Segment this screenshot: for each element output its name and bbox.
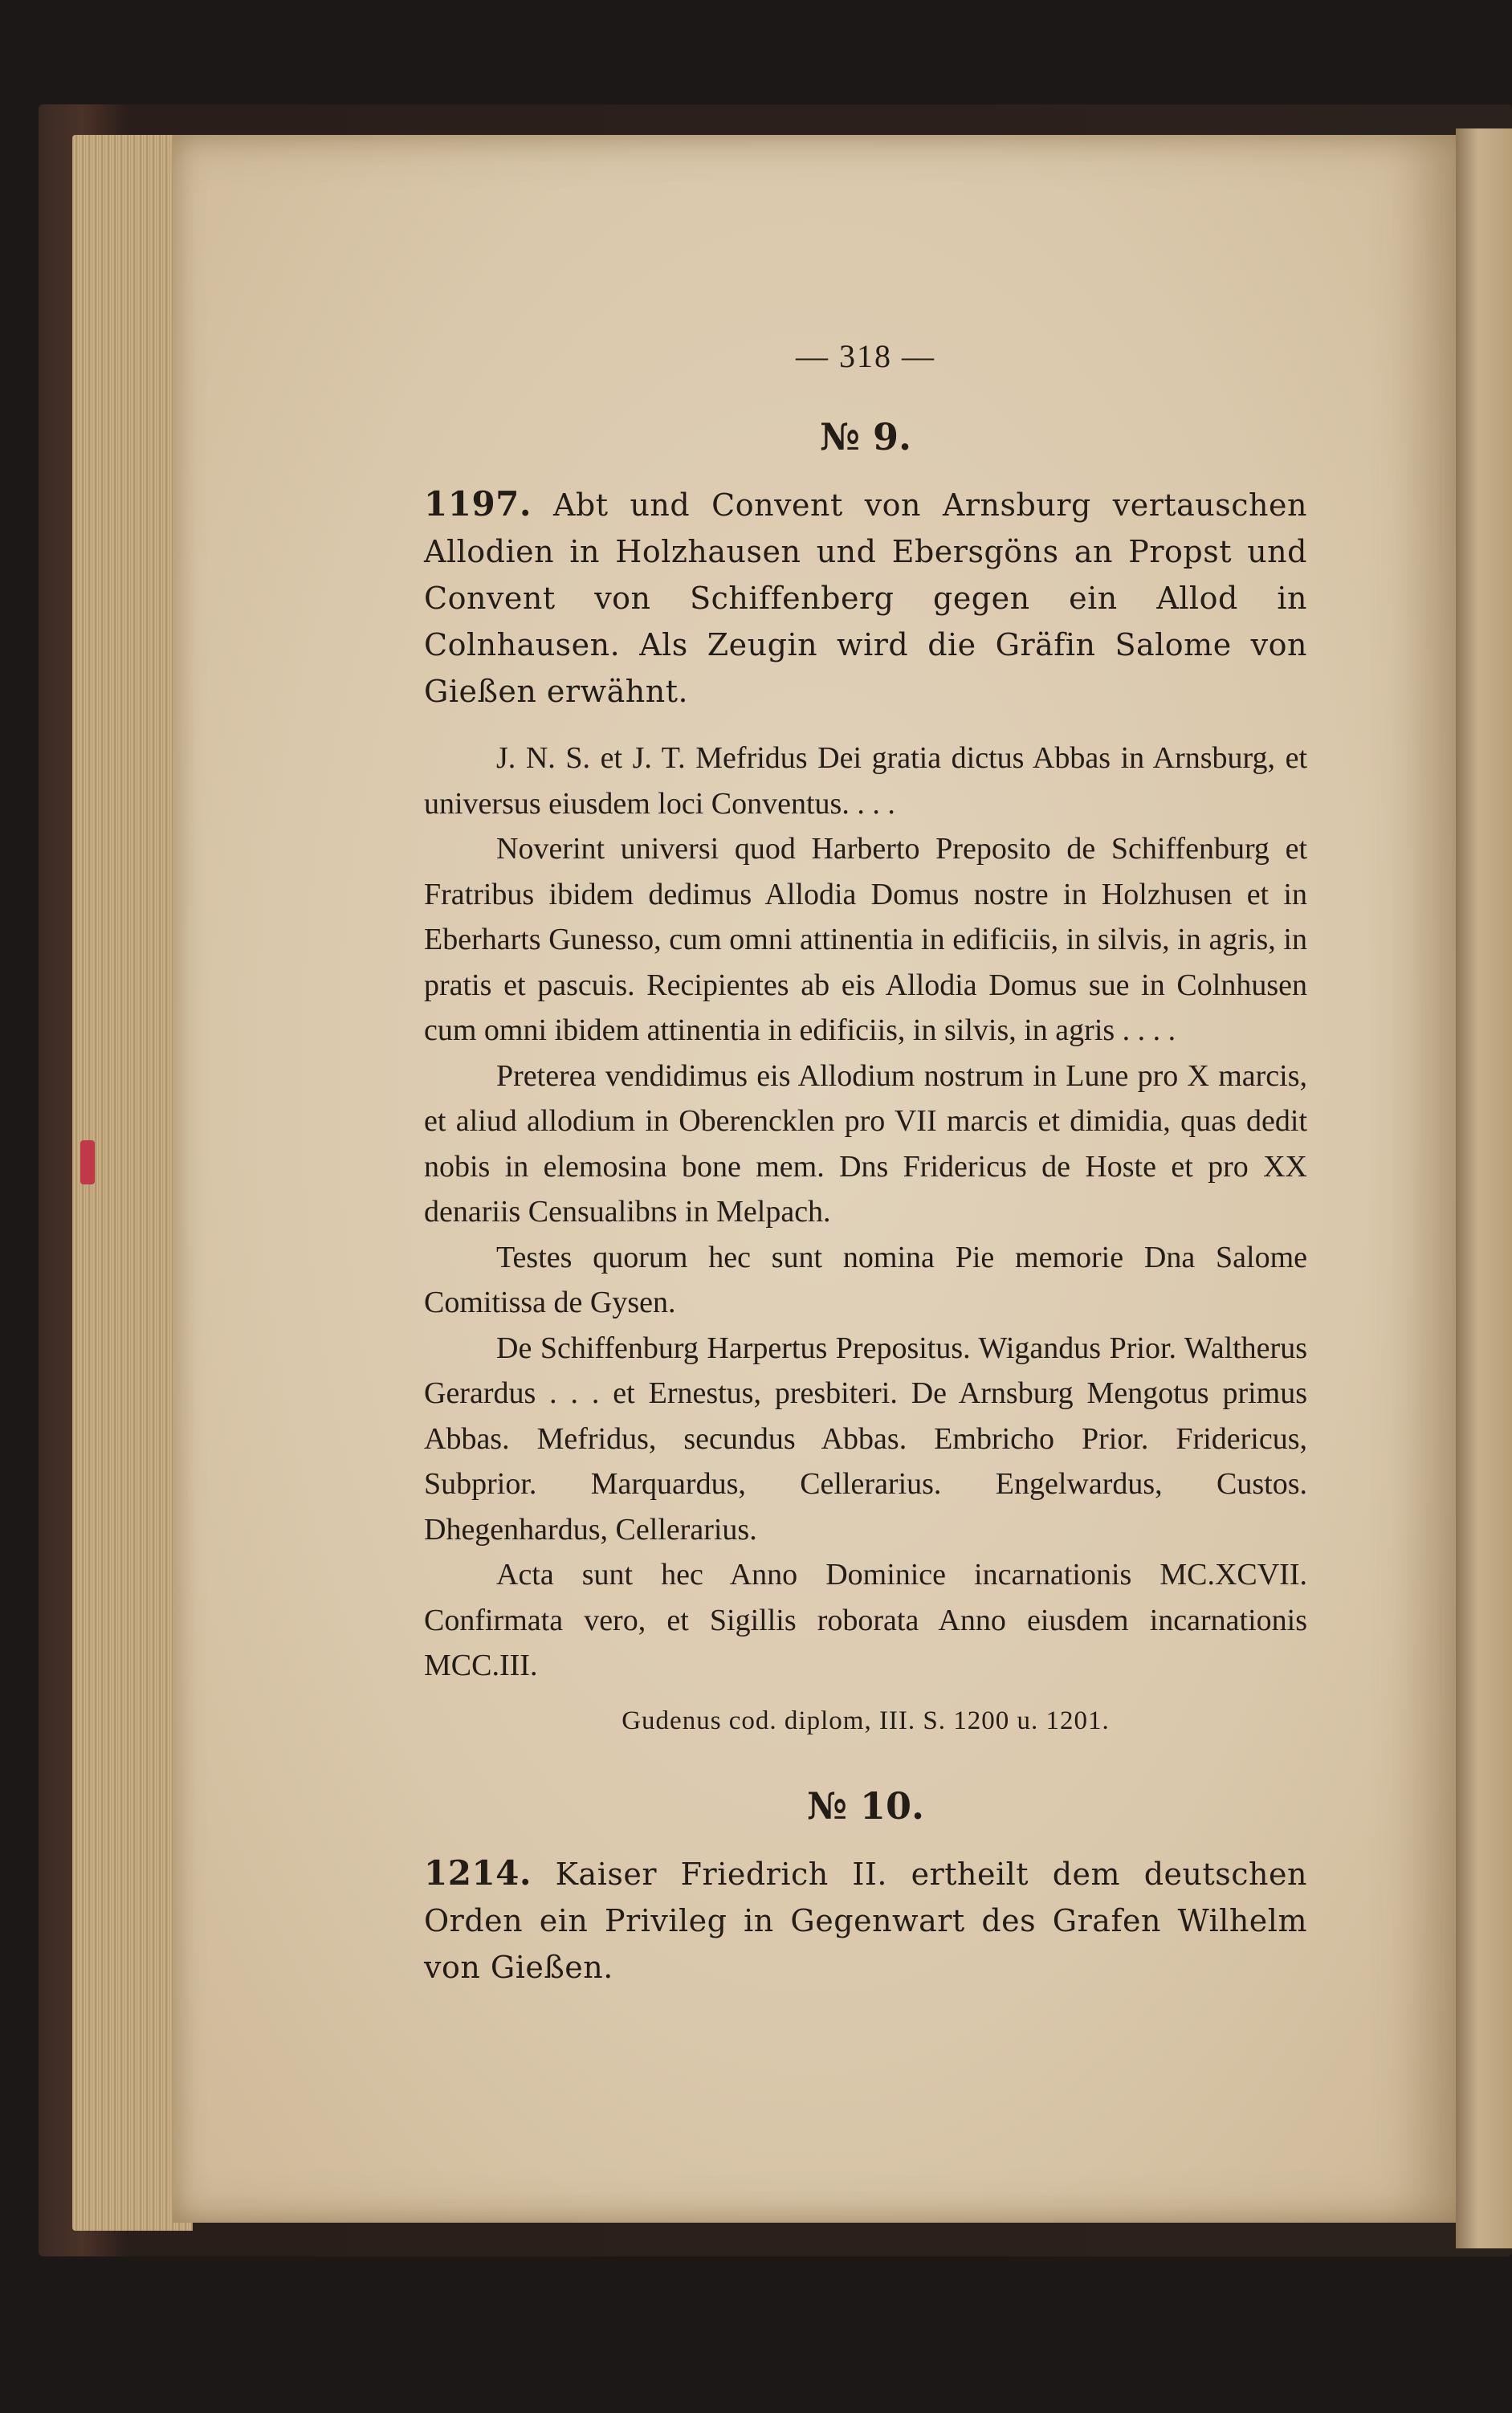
- document-summary: [424, 1850, 1307, 1991]
- document-year: 1197.: [424, 484, 532, 524]
- source-citation: Gudenus cod. diplom, III. S. 1200 u. 1201.: [622, 1706, 1110, 1735]
- document-number: № 10.: [806, 1783, 925, 1828]
- bookmark-ribbon: [80, 1140, 95, 1184]
- document-paragraph: De Schiffenburg Harpertus Prepositus. Wigandus Prior. Waltherus Gerardus . . . et Ernestus, presbiteri. De Arnsburg Mengotus primus Abbas. Mefridus, secundus Abbas. Embricho Prior. Fridericus, Subprior. Marquardus, Cellerarius. Engelwardus, Custos. Dhegenhardus, Cellerarius.: [424, 1331, 1307, 1547]
- page-text: [424, 337, 1307, 2012]
- document-number: № 9.: [819, 415, 912, 459]
- document-year: 1214.: [424, 1853, 532, 1893]
- summary-text: Abt und Convent von Arnsburg vertauschen Allodien in Holzhausen und Ebersgöns an Propst und Convent von Schiffenberg gegen ein Allod in Colnhausen. Als Zeugin wird die Gräfin Salome von Gießen erwähnt.: [424, 487, 1307, 709]
- summary-text: Kaiser Friedrich II. ertheilt dem deutschen Orden ein Privileg in Gegenwart des Grafen Wilhelm von Gießen.: [424, 1856, 1307, 1985]
- document-summary: [424, 481, 1307, 715]
- document-paragraph: J. N. S. et J. T. Mefridus Dei gratia dictus Abbas in Arnsburg, et universus eiusdem loci Conventus. . . .: [424, 741, 1307, 821]
- page-number: — 318 —: [796, 338, 935, 374]
- document-paragraph: Acta sunt hec Anno Dominice incarnationis MC.XCVII. Confirmata vero, et Sigillis roborata Anno eiusdem incarnationis MCC.III.: [424, 1558, 1307, 1682]
- document-paragraph: Noverint universi quod Harberto Preposito de Schiffenburg et Fratribus ibidem dedimus Allodia Domus nostre in Holzhusen et in Eberharts Gunesso, cum omni attinentia in edificiis, in silvis, in agris, in pratis et pascuis. Recipientes ab eis Allodia Domus sue in Colnhusen cum omni ibidem attinentia in edificiis, in silvis, in agris . . . .: [424, 832, 1307, 1047]
- next-page-edge: [1456, 128, 1512, 2248]
- document-paragraph: Testes quorum hec sunt nomina Pie memorie Dna Salome Comitissa de Gysen.: [424, 1240, 1307, 1319]
- document-paragraph: Preterea vendidimus eis Allodium nostrum in Lune pro X marcis, et aliud allodium in Oberencklen pro VII marcis et dimidia, quas dedit nobis in elemosina bone mem. Dns Fridericus de Hoste et pro XX denariis Censualibns in Melpach.: [424, 1058, 1307, 1229]
